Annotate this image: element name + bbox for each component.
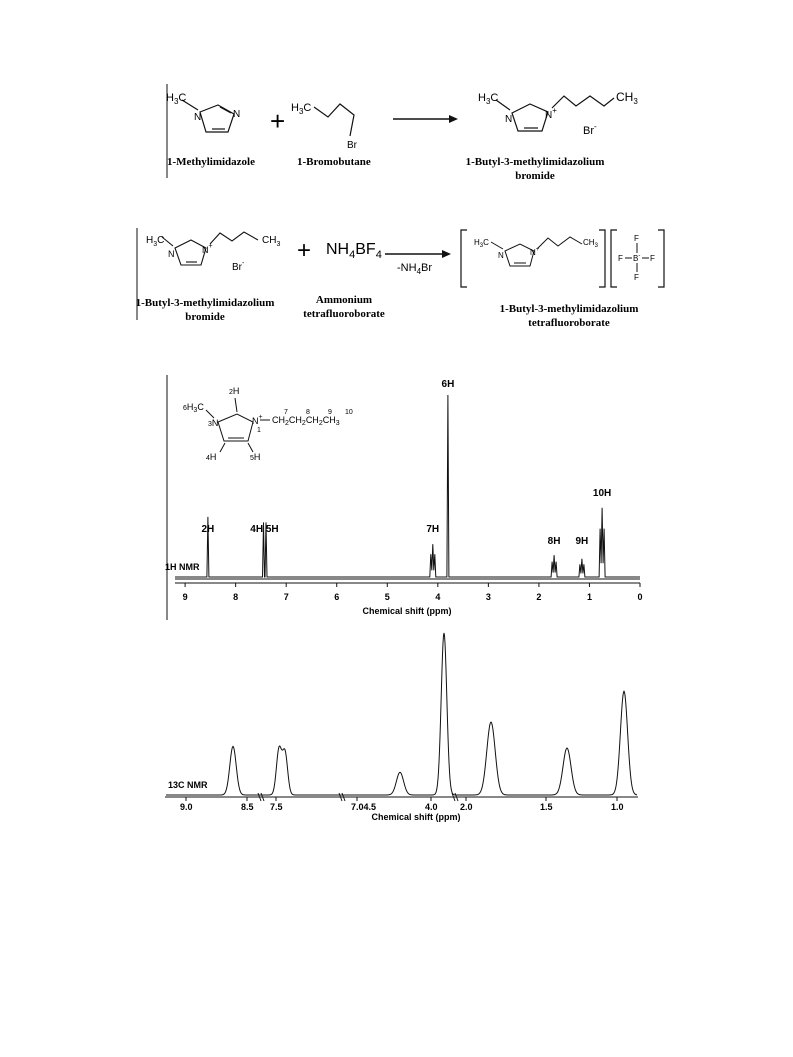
n-plus-label: N+ bbox=[545, 106, 557, 121]
reactant1-name-2: bromide bbox=[185, 311, 225, 323]
h-peak-label: 8H bbox=[547, 536, 561, 547]
c-tick-label: 1.0 bbox=[611, 802, 624, 812]
n1-label: N+ bbox=[252, 414, 263, 426]
n1-label: N bbox=[194, 112, 202, 123]
n-label: N bbox=[505, 114, 513, 125]
h6-label: $6H_3C$ bbox=[183, 402, 204, 414]
bromobutane-structure bbox=[314, 104, 354, 136]
arrow-head bbox=[449, 115, 458, 123]
ch3-label: $CH_3$ bbox=[616, 90, 638, 106]
h-nmr-ticks bbox=[183, 583, 643, 602]
f-label: F bbox=[650, 254, 655, 263]
pos-7: 7 bbox=[284, 409, 288, 416]
h-tick-label: 7 bbox=[283, 592, 289, 602]
product-name-2: tetrafluoroborate bbox=[528, 317, 610, 329]
ch3-label: $CH_3$ bbox=[262, 235, 281, 248]
h-tick-label: 1 bbox=[586, 592, 592, 602]
h-peak-label: 7H bbox=[426, 524, 440, 535]
n3-label: N bbox=[233, 109, 241, 120]
h4-label: 4H bbox=[206, 452, 217, 462]
c-tick-label: 2.0 bbox=[460, 802, 473, 812]
f-label: F bbox=[634, 234, 639, 243]
n-label: N bbox=[498, 251, 504, 260]
reactant1-name: 1-Methylimidazole bbox=[167, 156, 255, 168]
c-tick-label: 7.5 bbox=[270, 802, 283, 812]
h-tick-label: 6 bbox=[334, 592, 340, 602]
pos-9: 9 bbox=[328, 409, 332, 416]
h-nmr-trace-label: 1H NMR bbox=[165, 562, 200, 572]
h-tick-label: 9 bbox=[182, 592, 188, 602]
h3c-label: $H_3C$ bbox=[478, 92, 499, 106]
h-peak-label: 4H 5H bbox=[250, 524, 279, 535]
reagent-label: $NH_4BF_4$ bbox=[326, 241, 382, 261]
c-tick-label: 9.0 bbox=[180, 802, 193, 812]
c-tick-label: 1.5 bbox=[540, 802, 553, 812]
h5-label: 5H bbox=[250, 452, 261, 462]
h-tick-label: 8 bbox=[233, 592, 239, 602]
c-tick-label: 7.04.5 bbox=[351, 802, 377, 812]
c-nmr-trace-label: 13C NMR bbox=[168, 780, 208, 790]
c-nmr-axis-label: Chemical shift (ppm) bbox=[371, 812, 461, 822]
product-name-1: 1-Butyl-3-methylimidazolium bbox=[465, 156, 605, 168]
c-tick-label: 8.5 bbox=[241, 802, 254, 812]
h-tick-label: 0 bbox=[637, 592, 643, 602]
butyl-chain: $CH_2CH_2CH_2CH_3$ bbox=[272, 415, 340, 427]
b-label: B- bbox=[633, 253, 641, 263]
f-label: F bbox=[618, 254, 623, 263]
pos-8: 8 bbox=[306, 409, 310, 416]
h-nmr-peak-labels bbox=[201, 379, 611, 547]
h-nmr-axis-label: Chemical shift (ppm) bbox=[362, 606, 452, 616]
h-peak-label: 2H bbox=[201, 524, 215, 535]
h3c-label: $H_3C$ bbox=[146, 235, 165, 248]
reactant2-name-1: Ammonium bbox=[315, 294, 373, 306]
bromide-ion: Br- bbox=[583, 122, 597, 137]
h-peak-label: 10H bbox=[592, 488, 612, 499]
n-plus-label: N+ bbox=[202, 243, 213, 255]
h-peak-label: 9H bbox=[575, 536, 589, 547]
h-tick-label: 3 bbox=[485, 592, 491, 602]
reaction-1 bbox=[166, 84, 638, 182]
c-tick-label: 4.0 bbox=[425, 802, 438, 812]
h-nmr-spectrum bbox=[165, 375, 643, 620]
right-bracket bbox=[599, 230, 605, 287]
product-name-1: 1-Butyl-3-methylimidazolium bbox=[499, 303, 639, 315]
h-peak-label: 6H bbox=[441, 379, 455, 390]
n1-index: 1 bbox=[257, 427, 261, 434]
f-label: F bbox=[634, 273, 639, 282]
n-label: N bbox=[168, 249, 175, 259]
h-tick-label: 5 bbox=[384, 592, 390, 602]
pos-10: 10 bbox=[345, 409, 353, 416]
plus-sign-2: + bbox=[297, 237, 312, 264]
h3c-label: $H_3C$ bbox=[166, 92, 187, 106]
left-bracket bbox=[611, 230, 617, 287]
reactant2-name: 1-Bromobutane bbox=[297, 156, 371, 168]
byproduct-label: $-NH_4Br$ bbox=[397, 262, 433, 276]
bromide-ion: Br- bbox=[232, 260, 245, 273]
n3-label: 3N bbox=[208, 418, 219, 428]
h-tick-label: 4 bbox=[435, 592, 441, 602]
h-nmr-trace bbox=[175, 395, 640, 577]
left-bracket bbox=[461, 230, 467, 287]
h-tick-label: 2 bbox=[536, 592, 542, 602]
arrow-head bbox=[442, 250, 451, 258]
reactant1-name-1: 1-Butyl-3-methylimidazolium bbox=[135, 297, 275, 309]
plus-sign-1: + bbox=[270, 106, 286, 136]
c-nmr-spectrum bbox=[165, 633, 638, 822]
br-label: Br bbox=[347, 140, 357, 151]
ch3-label: $CH_3$ bbox=[583, 238, 598, 249]
reactant2-name-2: tetrafluoroborate bbox=[303, 308, 385, 320]
n-plus-label: N+ bbox=[530, 247, 540, 257]
right-bracket bbox=[658, 230, 664, 287]
c-nmr-trace bbox=[166, 633, 637, 795]
c-nmr-ticks bbox=[180, 793, 624, 812]
product-name-2: bromide bbox=[515, 170, 555, 182]
h2-label: 2H bbox=[229, 386, 240, 396]
reaction-2 bbox=[136, 228, 664, 329]
h3c-label: $H_3C$ bbox=[474, 238, 489, 249]
h3c-label: $H_3C$ bbox=[291, 102, 312, 116]
methylimidazole-structure bbox=[182, 100, 234, 132]
